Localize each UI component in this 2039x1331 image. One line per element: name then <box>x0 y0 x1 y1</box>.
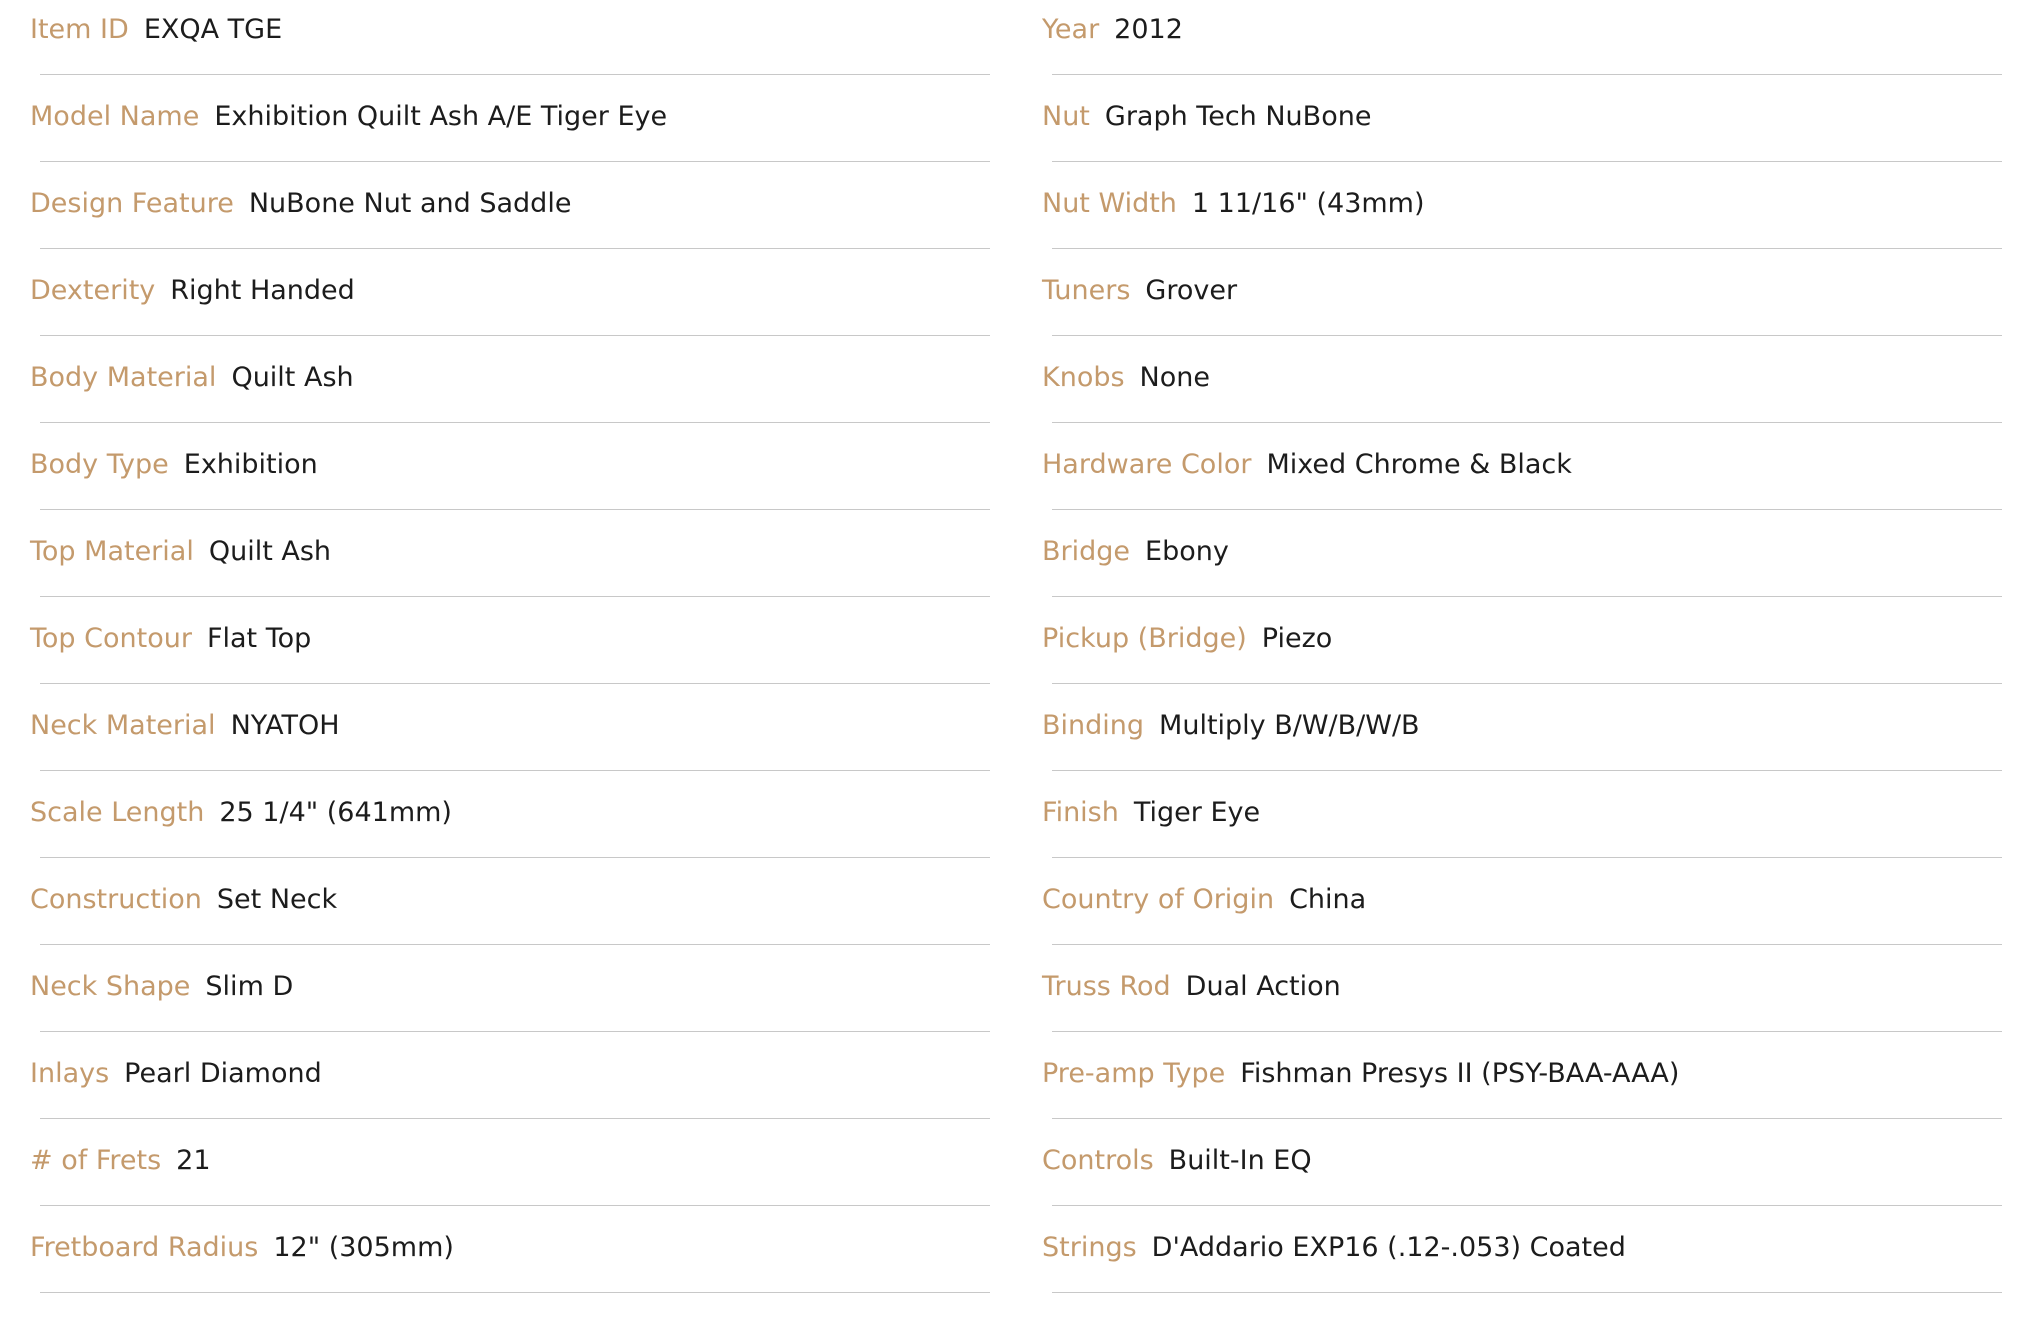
spec-label: Inlays <box>30 1058 110 1089</box>
spec-value: Slim D <box>205 971 294 1002</box>
spec-value: Exhibition <box>183 449 318 480</box>
row-divider <box>40 74 990 75</box>
row-divider <box>1052 509 2002 510</box>
row-divider <box>40 422 990 423</box>
row-divider <box>40 1205 990 1206</box>
row-divider <box>40 857 990 858</box>
spec-label: Country of Origin <box>1042 884 1275 915</box>
spec-label: Body Type <box>30 449 169 480</box>
spec-value: Piezo <box>1261 623 1333 654</box>
row-divider <box>1052 1292 2002 1293</box>
row-divider <box>40 944 990 945</box>
row-divider <box>40 1292 990 1293</box>
spec-label: Design Feature <box>30 188 234 219</box>
spec-label: Scale Length <box>30 797 205 828</box>
spec-value: NYATOH <box>230 710 340 741</box>
spec-label: Truss Rod <box>1042 971 1171 1002</box>
spec-label: Top Material <box>30 536 194 567</box>
spec-value: 2012 <box>1114 14 1183 45</box>
spec-label: Neck Shape <box>30 971 191 1002</box>
spec-value: Dual Action <box>1185 971 1341 1002</box>
spec-value: EXQA TGE <box>143 14 283 45</box>
spec-value: None <box>1139 362 1210 393</box>
spec-value: Right Handed <box>170 275 355 306</box>
spec-value: Quilt Ash <box>208 536 332 567</box>
spec-label: Nut Width <box>1042 188 1177 219</box>
spec-value: Graph Tech NuBone <box>1104 101 1372 132</box>
row-divider <box>40 248 990 249</box>
spec-value: D'Addario EXP16 (.12-.053) Coated <box>1151 1232 1626 1263</box>
row-divider <box>40 335 990 336</box>
spec-label: Knobs <box>1042 362 1125 393</box>
spec-label: Pre-amp Type <box>1042 1058 1226 1089</box>
spec-value: Exhibition Quilt Ash A/E Tiger Eye <box>214 101 668 132</box>
spec-label: Construction <box>30 884 202 915</box>
spec-value: Tiger Eye <box>1133 797 1261 828</box>
spec-value: Multiply B/W/B/W/B <box>1159 710 1420 741</box>
row-divider <box>40 683 990 684</box>
row-divider <box>1052 1118 2002 1119</box>
spec-value: China <box>1289 884 1367 915</box>
row-divider <box>40 1118 990 1119</box>
row-divider <box>1052 248 2002 249</box>
spec-label: Year <box>1042 14 1100 45</box>
row-divider <box>1052 857 2002 858</box>
row-divider <box>1052 422 2002 423</box>
row-divider <box>1052 161 2002 162</box>
spec-value: Set Neck <box>216 884 338 915</box>
row-divider <box>1052 1205 2002 1206</box>
spec-label: Fretboard Radius <box>30 1232 259 1263</box>
spec-label: Binding <box>1042 710 1145 741</box>
spec-label: Nut <box>1042 101 1090 132</box>
row-divider <box>40 596 990 597</box>
spec-label: Controls <box>1042 1145 1154 1176</box>
spec-label: Item ID <box>30 14 129 45</box>
row-divider <box>40 770 990 771</box>
row-divider <box>1052 683 2002 684</box>
spec-label: Body Material <box>30 362 217 393</box>
spec-label: Dexterity <box>30 275 156 306</box>
spec-label: Tuners <box>1042 275 1131 306</box>
spec-value: Pearl Diamond <box>124 1058 322 1089</box>
spec-label: Neck Material <box>30 710 216 741</box>
row-divider <box>1052 1031 2002 1032</box>
spec-label: Bridge <box>1042 536 1131 567</box>
spec-label: Hardware Color <box>1042 449 1252 480</box>
spec-label: Pickup (Bridge) <box>1042 623 1247 654</box>
row-divider <box>1052 74 2002 75</box>
spec-value: 1 11/16" (43mm) <box>1191 188 1425 219</box>
spec-value: NuBone Nut and Saddle <box>248 188 572 219</box>
row-divider <box>1052 770 2002 771</box>
row-divider <box>40 1031 990 1032</box>
spec-label: Top Contour <box>30 623 192 654</box>
spec-value: Quilt Ash <box>231 362 354 393</box>
spec-value: Flat Top <box>206 623 312 654</box>
row-divider <box>40 509 990 510</box>
row-divider <box>1052 944 2002 945</box>
spec-value: 12" (305mm) <box>273 1232 454 1263</box>
spec-label: # of Frets <box>30 1145 162 1176</box>
spec-value: Grover <box>1145 275 1238 306</box>
spec-label: Strings <box>1042 1232 1137 1263</box>
spec-label: Model Name <box>30 101 200 132</box>
spec-label: Finish <box>1042 797 1119 828</box>
row-divider <box>40 161 990 162</box>
row-divider <box>1052 596 2002 597</box>
spec-value: Built-In EQ <box>1168 1145 1312 1176</box>
spec-value: 25 1/4" (641mm) <box>219 797 452 828</box>
spec-value: 21 <box>176 1145 211 1176</box>
spec-value: Mixed Chrome & Black <box>1266 449 1572 480</box>
row-divider <box>1052 335 2002 336</box>
spec-value: Fishman Presys II (PSY-BAA-AAA) <box>1240 1058 1680 1089</box>
spec-value: Ebony <box>1145 536 1229 567</box>
